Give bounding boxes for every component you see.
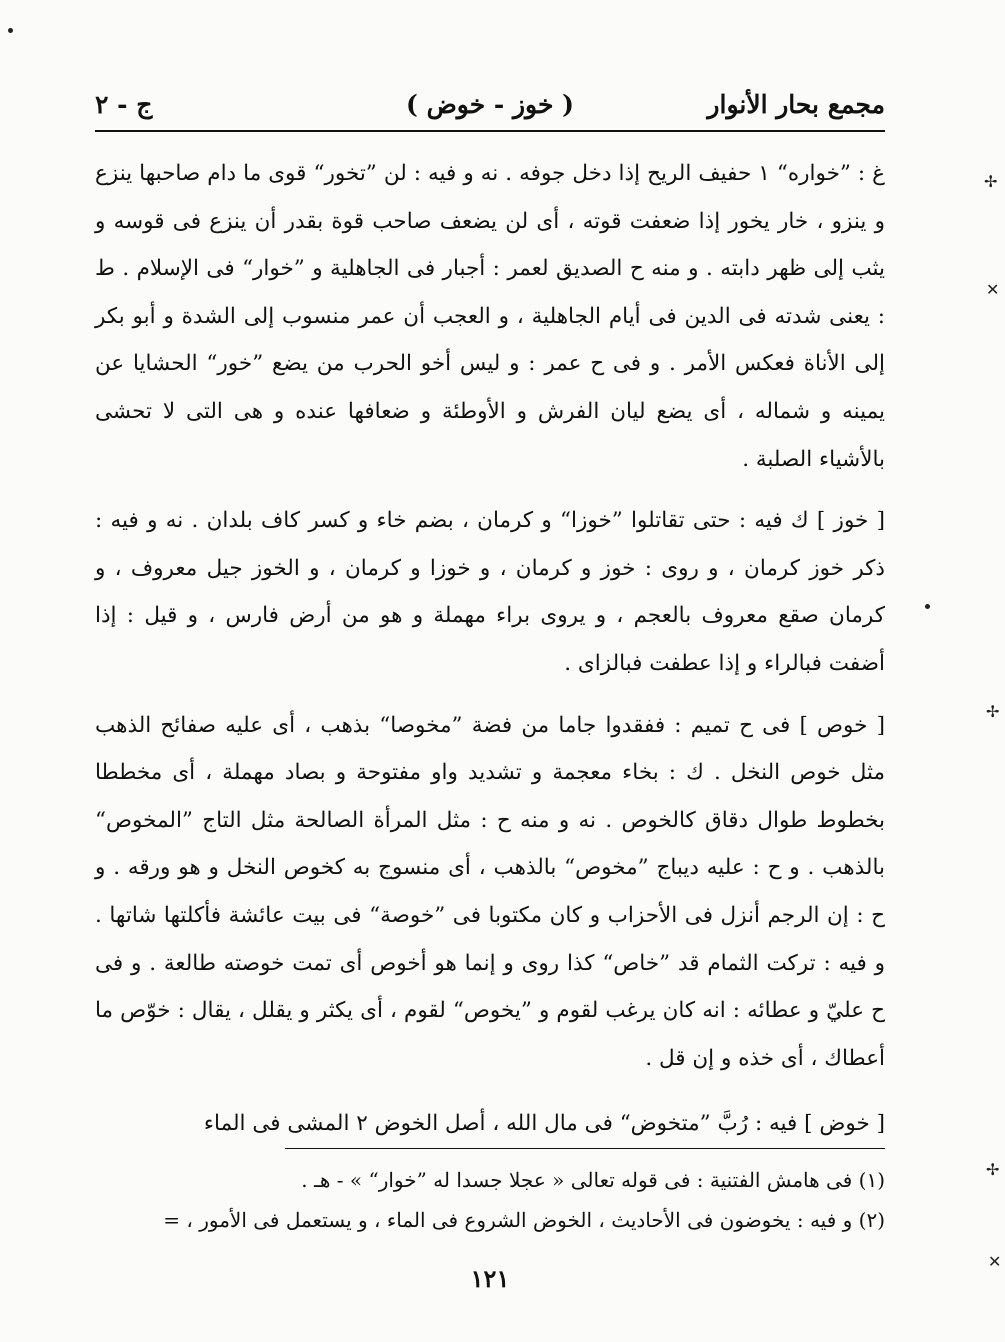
margin-mark: ✢ (986, 1160, 1000, 1179)
margin-mark: ✢ (984, 172, 998, 191)
margin-mark: ✢ (986, 702, 1000, 721)
book-page (95, 0, 885, 1342)
footnote-1: (١) فى هامش الفتنية : فى قوله تعالى « عجلا جسدا له ”خوار“ » - هـ . (301, 1168, 885, 1192)
paragraph-khawd: [ خوض ] فيه : رُبَّ ”متخوض“ فى مال الله ، أصل الخوض ٢ المشى فى الماء (203, 1111, 885, 1137)
paragraph-khawz: [ خوز ] ك فيه : حتى تقاتلوا ”خوزا“ و كرمان ، بضم خاء و كسر كاف بلدان . نه و فيه : ذكر خوز كرمان ، و روى : خوز و كرمان ، و خوزا و كرمان ، و الخوز جيل معروف ، و كرمان صقع معروف بالعجم ، و يروى براء مهملة و هو من أرض فارس ، و قيل : إذا أضفت فبالراء و إذا عطفت فبالزاى . (95, 508, 885, 676)
footnote-2: (٢) و فيه : يخوضون فى الأحاديث ، الخوض الشروع فى الماء ، و يستعمل فى الأمور ، = (163, 1208, 885, 1232)
entry-range: ( خوز - خوض ) (406, 89, 574, 119)
paragraph-khaws: [ خوص ] فى ح تميم : ففقدوا جاما من فضة ”مخوصا“ بذهب ، أى عليه صفائح الذهب مثل خوص النخل . ك : بخاء معجمة و تشديد واو مفتوحة و بصاد مهملة ، أى مخططا بخطوط طوال دقاق كالخوص . نه و منه ح : مثل المرأة الصالحة مثل التاج ”المخوص“ بالذهب . و ح : عليه ديباج ”مخوص“ بالذهب ، أى منسوج به كخوص النخل و هو ورقه . و ح : إن الرجم أنزل فى الأحزاب و كان مكتوبا فى ”خوصة“ فى بيت عائشة فأكلتها شاتها . و فيه : تركت الثمام قد ”خاص“ كذا روى و إنما هو أخوص أى تمت خوصته طالعة . و فى ح عليّ و عطائه : انه كان يرغب لقوم و ”يخوص“ لقوم ، أى يكثر و يقلل ، يقال : خوّص ما أعطاك ، أى خذه و إن قل . (95, 712, 885, 1071)
scan-speck (8, 28, 13, 33)
paragraph-khawr: غ : ”خواره“ ١ حفيف الريح إذا دخل جوفه . نه و فيه : لن ”تخور“ قوى ما دام صاحبها ينزع و ينزو ، خار يخور إذا ضعفت قوته ، أى لن يضعف صاحب قوة بقدر أن ينزع فى قوسه و يثب إلى ظهر دابته . و منه ح الصديق لعمر : أجبار فى الجاهلية و ”خوار“ فى الإسلام . ط : يعنى شدته فى الدين فى أيام الجاهلية ، و العجب أن عمر منسوب إلى الشدة و أبو بكر إلى الأناة فعكس الأمر . و فى ح عمر : و ليس أخو الحرب من يضع ”خور“ الحشايا عن يمينه و شماله ، أى يضع ليان الفرش و الأوطئة و ضعافها عنده و هى التى لا تحشى بالأشياء الصلبة . (95, 161, 886, 472)
page-number: ١٢١ (470, 1264, 510, 1293)
volume-number: ج - ٢ (95, 89, 153, 119)
main-text (95, 150, 885, 1148)
header-rule (95, 130, 885, 132)
footnote-rule (285, 1148, 885, 1149)
margin-mark: ✕ (988, 1252, 1002, 1271)
margin-dot (925, 604, 930, 609)
margin-mark: ✕ (986, 280, 1000, 299)
running-head (95, 82, 885, 126)
footnotes (95, 1160, 885, 1240)
book-title: مجمع بحار الأنوار (707, 89, 885, 119)
